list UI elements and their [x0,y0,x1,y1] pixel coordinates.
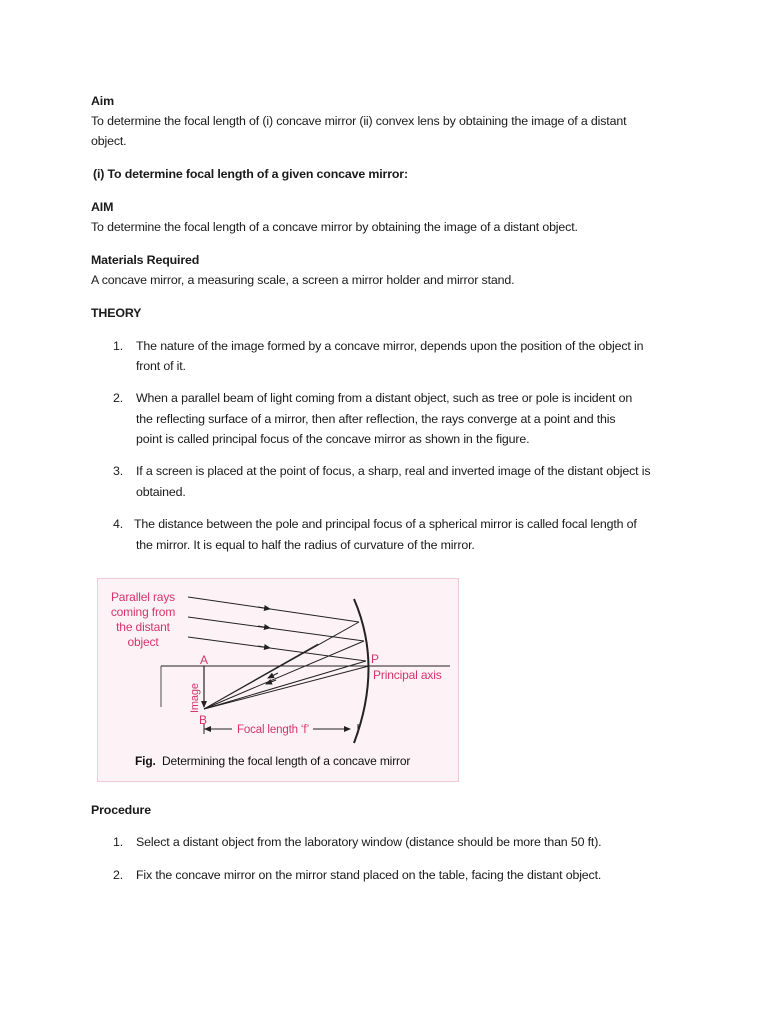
reflected-ray-4 [204,666,369,709]
section-title: (i) To determine focal length of a given concave mirror: [93,167,408,181]
theory-heading: THEORY [91,306,142,320]
label-point-p: P [371,652,379,666]
label-point-a: A [200,653,208,667]
incoming-ray-1 [188,597,359,622]
aim2-heading: AIM [91,200,114,214]
caption-text: Determining the focal length of a concave mirror [162,754,411,768]
procedure-heading: Procedure [91,803,151,817]
theory-item-4-number: 4. [113,517,124,531]
incoming-ray-2 [188,617,364,641]
concave-mirror-shape [354,599,369,743]
theory-item-2-line-1: When a parallel beam of light coming from a distant object, such as tree or pole is incident on [136,391,633,405]
label-focal-length: Focal length ‘f’ [237,724,309,736]
theory-item-3-line-1: If a screen is placed at the point of focus, a sharp, real and inverted image of the distant object is [136,464,651,478]
theory-item-1-line-1: The nature of the image formed by a concave mirror, depends upon the position of the object in [136,339,644,353]
caption-fig: Fig. [135,754,156,768]
theory-item-2-line-3: point is called principal focus of the concave mirror as shown in the figure. [136,432,530,446]
procedure-item-1-text: Select a distant object from the laboratory window (distance should be more than 50 ft). [136,835,602,849]
concave-mirror-figure [97,578,459,782]
label-the-distant: the distant [116,620,170,634]
incoming-ray-3 [188,637,366,661]
theory-item-4-line-2: the mirror. It is equal to half the radius of curvature of the mirror. [136,538,475,552]
aim-heading: Aim [91,94,114,108]
theory-item-2-number: 2. [113,391,124,405]
theory-item-4-line-1: The distance between the pole and principal focus of a spherical mirror is called focal length of [134,517,637,531]
materials-heading: Materials Required [91,253,200,267]
aim-text-line-2: object. [91,134,127,148]
theory-item-3-number: 3. [113,464,124,478]
theory-item-1-number: 1. [113,339,124,353]
theory-item-3-line-2: obtained. [136,485,186,499]
theory-item-2-line-2: the reflecting surface of a mirror, then after reflection, the rays converge at a point and this [136,412,616,426]
aim2-text: To determine the focal length of a concave mirror by obtaining the image of a distant object. [91,220,578,234]
reflected-ray-2 [204,641,364,709]
label-point-b: B [199,713,207,727]
reflected-ray-3 [204,661,366,709]
label-parallel-rays: Parallel rays [110,590,176,604]
label-coming-from: coming from [110,605,176,619]
procedure-item-2-number: 2. [113,868,124,882]
ray-diagram [98,579,458,781]
label-object: object [127,635,159,649]
label-image: Image [189,683,201,713]
aim-text-line-1: To determine the focal length of (i) concave mirror (ii) convex lens by obtaining the image of a distant [91,114,627,128]
label-principal-axis: Principal axis [373,668,442,682]
procedure-item-1-number: 1. [113,835,124,849]
procedure-item-2-text: Fix the concave mirror on the mirror stand placed on the table, facing the distant object. [136,868,602,882]
materials-text: A concave mirror, a measuring scale, a screen a mirror holder and mirror stand. [91,273,515,287]
theory-item-1-line-2: front of it. [136,359,186,373]
